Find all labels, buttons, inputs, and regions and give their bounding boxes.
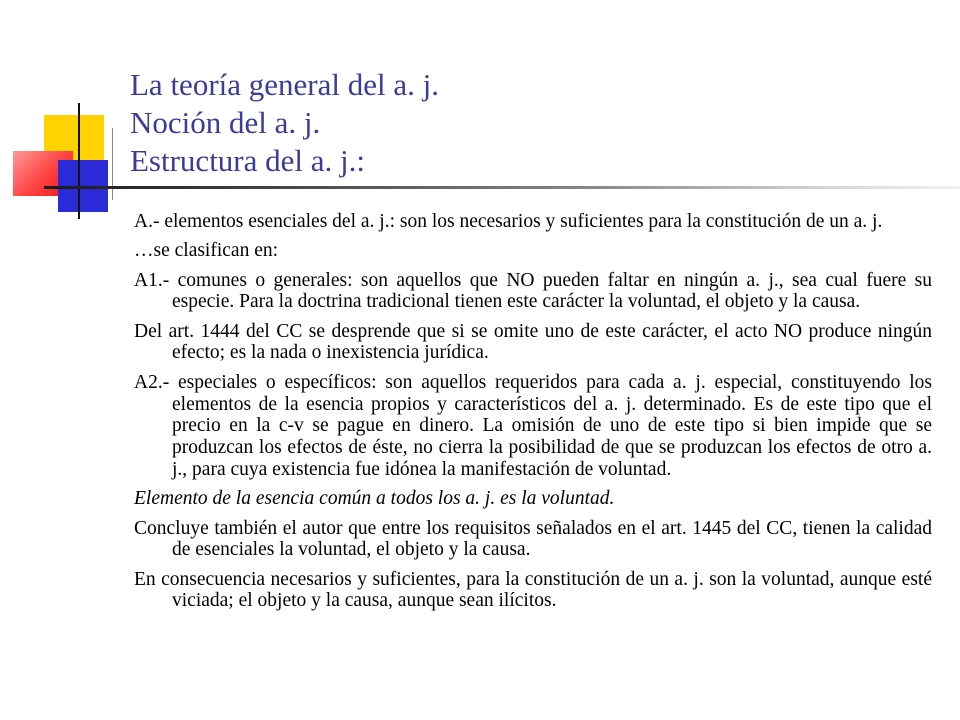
bullet-paragraph: En consecuencia necesarios y suficientes, para la constitución de un a. j. son la voluntad, aunque esté viciada; el objeto y la causa, aunque sean ilícitos. — [134, 568, 932, 612]
bullet-paragraph: A1.- comunes o generales: son aquellos que NO pueden faltar en ningún a. j., sea cual fuere su especie. Para la doctrina tradicional tienen este carácter la voluntad, el objeto y la causa. — [134, 269, 932, 313]
slide-body — [134, 211, 932, 620]
title-line: La teoría general del a. j. — [130, 67, 439, 102]
bullet-paragraph: …se clasifican en: — [134, 240, 279, 262]
title-divider-line — [44, 186, 960, 189]
bullet-paragraph: Del art. 1444 del CC se desprende que si se omite uno de este carácter, el acto NO produce ningún efecto; es la nada o inexistencia jurídica. — [134, 320, 932, 364]
bullet-paragraph-italic: Elemento de la esencia común a todos los a. j. es la voluntad. — [134, 488, 615, 510]
bullet-paragraph: A.- elementos esenciales del a. j.: son los necesarios y suficientes para la constitución de un a. j. — [134, 211, 883, 232]
bullet-paragraph: A2.- especiales o específicos: son aquellos requeridos para cada a. j. especial, constituyendo los elementos de la esencia propios y característicos del a. j. determinado. Es de este tipo que el precio en la c-v se pague en dinero. La omisión de uno de este tipo si bien impide que se produzcan los efectos de éste, no cierra la posibilidad de que se produzcan los efectos de otro a. j., para cuya existencia fue idónea la manifestación de voluntad. — [134, 371, 932, 480]
bullet-paragraph: Concluye también el autor que entre los requisitos señalados en el art. 1445 del CC, tienen la calidad de esenciales la voluntad, el objeto y la causa. — [134, 517, 932, 561]
decorative-thin-vertical-line — [112, 128, 113, 200]
title-line: Estructura del a. j.: — [130, 143, 365, 178]
slide-title — [130, 66, 439, 180]
title-line: Noción del a. j. — [130, 105, 321, 140]
decorative-vertical-line — [78, 103, 80, 219]
